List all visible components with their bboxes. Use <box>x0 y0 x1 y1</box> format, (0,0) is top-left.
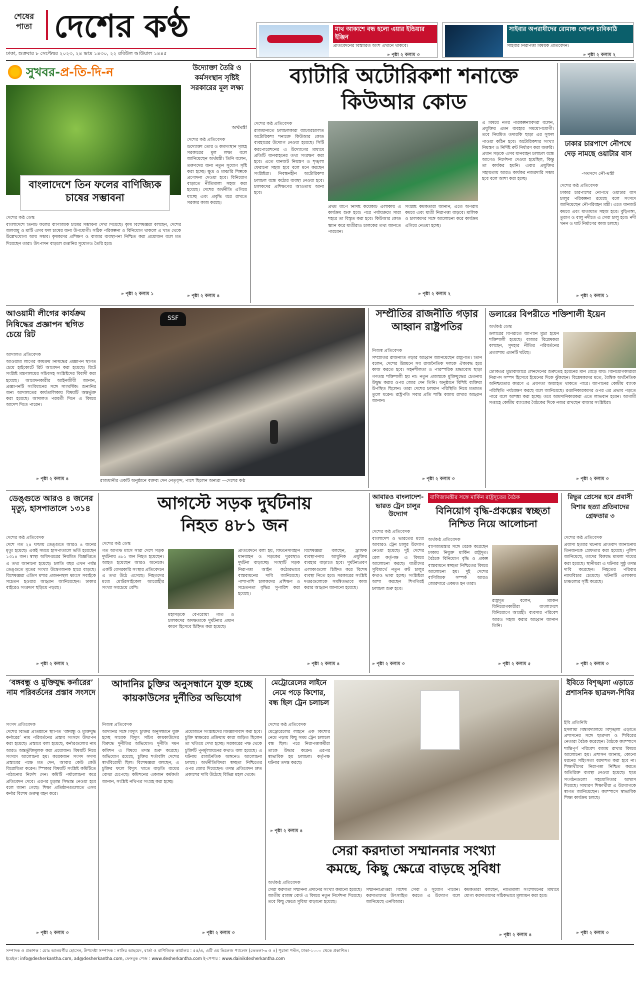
accident-body-col1: গত আগস্ট মাসে সারা দেশে সড়ক দুর্ঘটনায় ৪৮১ জন নিহত হয়েছেন। আহত হয়েছেন আরও অনেকে। একটি বেসরকারি সংস্থার প্রতিবেদনে এ তথ্য উঠে এসেছে। নিহতদের মধ্যে মোটরসাইকেল আরোহীর সংখ্যা সবচেয়ে বেশি। <box>102 549 164 592</box>
accident-headline-line1[interactable]: আগস্টে সড়ক দুর্ঘটনায় <box>157 494 312 514</box>
accident-story <box>102 493 367 671</box>
press-credit: দেশের কণ্ঠ প্রতিবেদক <box>564 536 603 541</box>
metro-more-link[interactable]: » পৃষ্ঠা ২ কলাম ৪ <box>270 829 303 834</box>
accident-more-link[interactable]: » পৃষ্ঠা ২ কলাম ৪ <box>307 662 340 667</box>
yen-headline[interactable]: ডলারের বিপরীতে শক্তিশালী ইয়েন <box>489 310 606 320</box>
taxpayer-body-col3: কর্মকর্তারা বলছেন, নীতিমালা সংশোধনের মাধ্যমে যোগ্য করদাতাদের সঠিকভাবে মূল্যায়ন করা হবে। <box>464 888 559 900</box>
yen-body-col2: টোকিওর মুদ্রাবাজারে লেনদেনের শুরুতেই ইয়েনের মান বেড়ে যায়। বিনিয়োগকারীরা নিরাপদ সম্পদ হিসেবে ইয়েনের দিকে ঝুঁকছেন। বিশ্লেষকদের মতে, বৈশ্বিক অর্থনৈতিক অনিশ্চয়তার কারণে এ প্রবণতা অব্যাহত থাকতে পারে। জাপানের কেন্দ্রীয় ব্যাংক পরিস্থিতি পর্যবেক্ষণ করছে বলে জানিয়েছে। রপ্তানিকারকদের ওপর এর প্রভাব পড়তে পারে বলে আশঙ্কা করা হচ্ছে। তবে আমদানিকারকরা এতে লাভবান হবেন। আগামী সপ্তাহে কেন্দ্রীয় ব্যাংকের বৈঠকের দিকে নজর রাখছেন বাজার সংশ্লিষ্টরা। <box>489 370 636 407</box>
taxpayer-headline-line2[interactable]: কমছে, কিছু ক্ষেত্রে বাড়ছে সুবিধা <box>326 861 501 877</box>
press-headline[interactable]: রিভুর প্রেসের হবে প্রবাসী বিশার হত্যা প্রতিবাদের গ্রেফতার ৩ <box>567 493 633 520</box>
waterbus-byline: -সংসদে নৌ-মন্ত্রী <box>581 171 615 177</box>
lead-body-col1: রাজধানীতে চলাচলকারী ব্যাটারিচালিত অটোরিকশা শনাক্তে কিউআর কোড ব্যবহারের উদ্যোগ নেওয়া হয়েছে। সিটি করপোরেশনের এ উদ্যোগের মাধ্যমে প্রতিটি যানবাহনের তথ্য সংরক্ষণ করা হবে। এতে যানজট নিয়ন্ত্রণ ও শৃঙ্খলা ফেরানো সহজ হবে বলে মনে করছেন সংশ্লিষ্টরা। নিবন্ধনহীন অটোরিকশা চলাচল বন্ধে কঠোর ব্যবস্থা নেওয়া হবে। চালকদের প্রশিক্ষণের আওতায় আনা হবে। <box>254 129 324 197</box>
dengue-headline[interactable]: ডেঙ্গুতে আরও ৪ জনের মৃত্যু, হাসপাতালে ১৩১৪ <box>8 493 94 513</box>
train-body: বাংলাদেশ ও ভারতের মধ্যে আবারও ট্রেন চালুর উদ্যোগ নেওয়া হয়েছে। দুই দেশের রেল কর্তৃপক্ষ এ বিষয়ে আলোচনা করছে। যাত্রীদের সুবিধার্থে নতুন রুট চালুর কথাও ভাবা হচ্ছে। সংশ্লিষ্টরা আশা করছেন শিগগিরই চলাচল শুরু হবে। <box>372 537 424 592</box>
president-credit: নিজস্ব প্রতিবেদক <box>372 349 403 354</box>
waterbus-body: ঢাকার চারপাশের নৌপথে ওয়াটার বাস চালুর পরিকল্পনা রয়েছে বলে সংসদে জানিয়েছেন নৌপরিবহন মন্ত্রী। এতে যানজট কমবে এবং যাতায়াত সহজ হবে। বুড়িগঙ্গা, তুরাগ ও বালু নদীতে এ সেবা চালু হবে। নদী খনন ও ঘাট নির্মাণের কাজ চলছে। <box>560 191 636 228</box>
adani-more-link[interactable]: » পৃষ্ঠা ২ কলাম ৩ <box>202 931 235 936</box>
waterbus-headline[interactable]: ঢাকার চারপাশে নৌপথে দেড় নামছে ওয়াটার বাস <box>564 139 632 158</box>
sukhbar-more-link[interactable]: » পৃষ্ঠা ২ কলাম ১ <box>121 292 154 297</box>
teaser-more-link[interactable]: » পৃষ্ঠা ২ কলাম ২ <box>583 53 616 58</box>
lead-credit: দেশের কণ্ঠ প্রতিবেদক <box>254 122 293 127</box>
camp-body: ইসলামী বিশ্ববিদ্যালয়ে বিশৃঙ্খলা এড়াতে প্রশাসনের সঙ্গে ছাত্রদল ও শিবিরের নেতারা বৈঠক করেছেন। বৈঠকে ক্যাম্পাসে শান্তিপূর্ণ পরিবেশ বজায় রাখার বিষয়ে আলোচনা হয়। প্রশাসন জানায়, কোনো ধরনের সহিংসতা বরদাশত করা হবে না। শিক্ষার্থীদের নিরাপত্তা নিশ্চিত করতে অতিরিক্ত ব্যবস্থা নেওয়া হয়েছে। ছাত্র সংগঠনগুলো সহযোগিতার আশ্বাস দিয়েছে। সাধারণ শিক্ষার্থীরা এ উদ্যোগকে স্বাগত জানিয়েছেন। ক্যাম্পাসে স্বাভাবিক শিক্ষা কার্যক্রম চলছে। <box>564 728 636 802</box>
metro-headline[interactable]: মেট্রোরেলের লাইনে নেমে পড়ে কিশোর, বন্ধ ছিল ট্রেন চলাচল <box>268 678 330 707</box>
top-teaser-airindia[interactable]: মাথ আকাশে বন্ধ হলো এয়ার ইন্ডিয়ার ইঞ্জিন প্রতিবেদনের বিস্তারিত অংশ এখানে থাকবে। » পৃষ্ঠা ২ কলাম ৩ <box>256 22 438 58</box>
president-story <box>372 308 482 486</box>
teaser-headline: মাথ আকাশে বন্ধ হলো এয়ার ইন্ডিয়ার ইঞ্জিন <box>333 25 437 43</box>
taxpayer-body-col2: সম্মাননাপ্রাপ্তরা বিশেষ সেবা ও সুযোগ পাবেন। করদাতাদের উৎসাহিত করতে এ উদ্যোগ বলে জানিয়েছে এনবিআর। <box>366 888 460 906</box>
metro-body: মেট্রোরেলের লাইনে এক কিশোর নেমে পড়ায় কিছু সময় ট্রেন চলাচল বন্ধ ছিল। পরে নিরাপত্তাকর্মীরা তাকে উদ্ধার করেন। এরপর স্বাভাবিক হয় চলাচল। কর্তৃপক্ষ ঘটনার তদন্ত করছে। <box>268 730 330 767</box>
assembly-credit: সংসদ প্রতিবেদক <box>6 723 36 728</box>
trade-headline[interactable]: বিনিয়োগ বৃদ্ধি-প্রকল্পের স্বচ্ছতা নিশ্চিত নিয়ে আলোচনা <box>435 506 551 530</box>
train-headline[interactable]: আবারও বাংলাদেশ-ভারত ট্রেন চালুর উদ্যোগ <box>372 493 424 518</box>
waterbus-credit: দেশের কণ্ঠ প্রতিবেদক <box>560 184 599 189</box>
press-body: প্রবাসী হত্যার ঘটনায় প্রতিবাদ জানানোয় তিনজনকে গ্রেফতার করা হয়েছে। পুলিশ জানিয়েছে, তাদের বিরুদ্ধে মামলা দায়ের করা হয়েছে। স্থানীয়রা এ ঘটনার সুষ্ঠু তদন্ত দাবি করেছেন। নিহতের পরিবার ন্যায়বিচার চেয়েছে। ঘটনাটি এলাকায় চাঞ্চল্যের সৃষ্টি করেছে। <box>564 543 636 586</box>
quote-credit: দেশের কণ্ঠ প্রতিবেদক <box>187 138 226 143</box>
quote-more-link[interactable]: » পৃষ্ঠা ২ কলাম ৪ <box>187 294 220 299</box>
yen-story <box>489 308 636 486</box>
top-teaser-cyber[interactable]: সাইবার অপরাধীদের রোমাঞ্চ গোপন চাবিকাঠি সাইবার নিরাপত্তা বিষয়ক প্রতিবেদন। » পৃষ্ঠা ২ কলাম ২ <box>442 22 634 58</box>
camp-headline[interactable]: ইবিতে বিশৃঙ্খলা এড়াতে প্রশাসনিক ছাত্রদল-শিবির <box>565 678 635 697</box>
waterbus-photo <box>560 63 636 135</box>
yen-more-link[interactable]: » পৃষ্ঠা ২ কলাম ৩ <box>576 477 609 482</box>
assembly-body: দেশের বিভিন্ন প্রতিষ্ঠানে স্থাপিত ‘বঙ্গবন্ধু ও মুক্তিযুদ্ধ কর্নারের’ নাম পরিবর্তনের প্রস্তাব সংসদে উত্থাপন করা হয়েছে। প্রস্তাবে বলা হয়েছে, কর্নারগুলোর নাম আরও অন্তর্ভুক্তিমূলক করা প্রয়োজন। বিষয়টি নিয়ে সংসদে আলোচনা হয়। কয়েকজন সংসদ সদস্য প্রস্তাবের পক্ষে মত দেন, আবার কেউ কেউ বিরোধিতা করেন। স্পিকার বিষয়টি সংশ্লিষ্ট কমিটিতে পাঠানোর নির্দেশ দেন। কমিটি পর্যালোচনা করে প্রতিবেদন দেবে। এরপর চূড়ান্ত সিদ্ধান্ত নেওয়া হবে বলে জানা গেছে। শিক্ষা প্রতিষ্ঠানগুলোতে এসব কর্নার বিশেষ গুরুত্ব বহন করে। <box>6 730 96 798</box>
trade-meeting-photo <box>492 545 558 595</box>
quote-headline[interactable]: উদ্যোক্তা তৈরি ও কর্মসংস্থান সৃষ্টিই সরকারের মূল লক্ষ্য <box>190 63 244 92</box>
lead-headline-line2[interactable]: কিউআর কোড <box>341 89 467 114</box>
sukhbar-credit: দেশের কণ্ঠ ডেস্ক <box>6 216 35 221</box>
taxpayer-body-col1: সেরা করদাতা সম্মাননা প্রদানের সংখ্যা কমানো হয়েছে। জাতীয় রাজস্ব বোর্ড এ বিষয়ে নতুন নির্দেশনা দিয়েছে। তবে কিছু ক্ষেত্রে সুবিধা বাড়ানো হয়েছে। <box>268 888 362 906</box>
dengue-credit: দেশের কণ্ঠ প্রতিবেদক <box>6 536 45 541</box>
lead-body-col3: সংশ্লিষ্ট কর্মকর্তারা জানান, এতে অপরাধ কমবে এবং যাত্রী নিরাপত্তা বাড়বে। মালিক ও চালকদের সঙ্গে আলোচনা করে কার্যক্রম এগিয়ে নেওয়া হচ্ছে। <box>405 205 478 229</box>
president-more-link[interactable]: » পৃষ্ঠা ২ কলাম ৩ <box>422 477 455 482</box>
awami-credit: আদালত প্রতিবেদক <box>6 353 41 358</box>
sukhbar-title-part2: প্র-তি-দি-ন <box>60 65 114 79</box>
awami-headline[interactable]: আওয়ামী লীগের কার্যক্রম নিষিদ্ধের প্রজ্ঞাপন স্থগিত চেয়ে রিট <box>6 308 86 339</box>
dhaka-waterbus-story <box>560 63 636 303</box>
taxpayer-headline-line1[interactable]: সেরা করদাতা সম্মাননার সংখ্যা <box>331 843 496 859</box>
yen-body-col1: ডলারের বিপরীতে জাপানি মুদ্রা ইয়েন শক্তিশালী হয়েছে। বাজার বিশ্লেষকরা বলছেন, সুদহার নীতির পরিবর্তনের প্রত্যাশায় এমনটি ঘটছে। <box>489 332 559 356</box>
trade-body-col1: বাণিজ্যমন্ত্রীর সঙ্গে বৈঠক করেছেন ঢাকায় নিযুক্ত মার্কিন রাষ্ট্রদূত। বৈঠকে বিনিয়োগ বৃদ্ধি ও প্রকল্প বাস্তবায়নে স্বচ্ছতা নিশ্চিতের বিষয়ে আলোচনা হয়। দুই দেশের বাণিজ্যিক সম্পর্ক আরও জোরদারে একমত হন তারা। <box>428 545 488 588</box>
section-tag <box>6 12 42 36</box>
train-story <box>372 493 424 671</box>
sukhbar-title-part1: সুখবর- <box>26 65 61 79</box>
photo-caption: রাজধানীর একটি অনুষ্ঠানে বক্তব্য দেন নেতৃবৃন্দ, পাশে ছিলেন অন্যরা —দেশের কণ্ঠ <box>100 479 246 484</box>
sukhbar-title <box>26 63 176 81</box>
awami-body: আওয়ামী লীগের কার্যক্রম নিষিদ্ধের প্রজ্ঞাপন স্থগিত চেয়ে হাইকোর্টে রিট আবেদন করা হয়েছে। রিটে সংশ্লিষ্ট মন্ত্রণালয়ের সচিবসহ সংশ্লিষ্টদের বিবাদী করা হয়েছে। আবেদনকারীর আইনজীবী জানান, প্রজ্ঞাপনটি সংবিধানের সঙ্গে সাংঘর্ষিক। শুনানির জন্য আদালতের কার্যতালিকায় বিষয়টি অন্তর্ভুক্ত করা হয়েছে। আদালত পরবর্তী দিনে এ বিষয়ে আদেশ দিতে পারেন। <box>6 360 96 409</box>
trade-body-col2: রাষ্ট্রদূত বলেন, মার্কিন বিনিয়োগকারীরা বাংলাদেশে বিনিয়োগে আগ্রহী। ব্যবসার পরিবেশ আরও সহজ করার আহ্বান জানান তিনি। <box>492 599 558 629</box>
assembly-more-link[interactable]: » পৃষ্ঠা ২ কলাম ৩ <box>36 931 69 936</box>
assembly-headline[interactable]: ‘বঙ্গবন্ধু ও মুক্তিযুদ্ধ কর্নারের’ নাম পরিবর্তনের প্রস্তাব সংসদে <box>6 678 96 697</box>
accident-credit: দেশের কণ্ঠ ডেস্ক <box>102 542 131 547</box>
lead-headline-line1[interactable]: ব্যাটারি অটোরিকশা শনাক্তে <box>289 63 519 88</box>
president-headline[interactable]: সম্প্রীতির রাজনীতি গড়ার আহ্বান রাষ্ট্রপতির <box>375 309 479 333</box>
camp-more-link[interactable]: » পৃষ্ঠা ২ কলাম ৩ <box>576 931 609 936</box>
waterbus-more-link[interactable]: » পৃষ্ঠা ২ কলাম ১ <box>576 294 609 299</box>
awami-story <box>6 308 96 486</box>
assembly-story <box>6 678 96 940</box>
dengue-body: দেশে গত ২৪ ঘণ্টায় ডেঙ্গুতে আরও ৪ জনের মৃত্যু হয়েছে। একই সময়ে হাসপাতালে ভর্তি হয়েছেন ১৩১৪ জন। স্বাস্থ্য অধিদপ্তরের নিয়মিত বিজ্ঞপ্তিতে এ তথ্য জানানো হয়েছে। চলতি বছর এখন পর্যন্ত ডেঙ্গুতে মৃতের সংখ্যা উদ্বেগজনক হারে বাড়ছে। বিশেষজ্ঞরা এডিস মশার প্রজননস্থল ধ্বংসে সবাইকে সচেতন হওয়ার আহ্বান জানিয়েছেন। ঢাকার বাইরেও সংক্রমণ ছড়িয়ে পড়ছে। <box>6 543 96 592</box>
dengue-more-link[interactable]: » পৃষ্ঠা ২ কলাম ২ <box>36 662 69 667</box>
train-credit: দেশের কণ্ঠ প্রতিবেদক <box>372 530 411 535</box>
quote-body: উদ্যোক্তা তৈরি ও কর্মসংস্থান সৃষ্টিই সরকারের মূল লক্ষ্য বলে জানিয়েছেন অর্থমন্ত্রী। তিনি বলেন, তরুণদের জন্য নতুন সুযোগ সৃষ্টি করা হচ্ছে। ক্ষুদ্র ও মাঝারি শিল্পকে প্রণোদনা দেওয়া হবে। বিনিয়োগ বাড়াতে নীতিমালা সহজ করা হয়েছে। দেশের অর্থনীতি এগিয়ে যাচ্ছে এবং প্রবৃদ্ধি ধরে রাখতে সরকার কাজ করছে। <box>187 145 247 206</box>
teaser-more-link[interactable]: » পৃষ্ঠা ২ কলাম ৩ <box>387 53 420 58</box>
yen-currency-photo <box>563 332 636 368</box>
yen-credit: অর্থকণ্ঠ ডেস্ক <box>489 325 512 330</box>
main-event-photo <box>100 308 365 476</box>
adani-headline[interactable]: আদানির চুক্তির অনুসন্ধানে যুক্ত হচ্ছে কায়কাউসের দুর্নীতির অভিযোগ <box>111 679 253 704</box>
lead-more-link[interactable]: » পৃষ্ঠা ২ কলাম ২ <box>418 292 451 297</box>
footer-imprint <box>6 947 634 977</box>
teaser-headline: সাইবার অপরাধীদের রোমাঞ্চ গোপন চাবিকাঠি <box>507 25 633 43</box>
dengue-story <box>6 493 96 671</box>
autorickshaw-photo <box>328 121 478 201</box>
trade-story <box>428 493 558 671</box>
quote-byline: অর্থমন্ত্রী <box>231 125 247 131</box>
taxpayer-credit: অর্থকণ্ঠ প্রতিবেদক <box>268 881 301 886</box>
taxpayer-more-link[interactable]: » পৃষ্ঠা ২ কলাম ৪ <box>499 933 532 938</box>
adani-credit: নিজস্ব প্রতিবেদক <box>102 723 133 728</box>
masthead-logo[interactable]: দেশের কণ্ঠ <box>54 7 189 45</box>
microphone-icon <box>270 420 278 444</box>
lead-body-col4: এ বিষয়ে নগর পরিকল্পনাবিদরা বলেন, প্রযুক্তির এমন ব্যবহার সময়োপযোগী। তবে নিয়মিত তদারকি ছাড়া এর সুফল পাওয়া কঠিন হবে। অটোরিকশার সংখ্যা নিয়ন্ত্রণ ও নির্দিষ্ট রুট নির্ধারণ করা জরুরি। প্রধান সড়কে এসব যানবাহন চলাচল বন্ধে আগেও নির্দেশনা দেওয়া হয়েছিল, কিন্তু তা কার্যকর হয়নি। এবার প্রযুক্তির সহায়তায় আরও কার্যকর নজরদারি সম্ভব হবে বলে আশা করা হচ্ছে। <box>482 121 554 182</box>
footer-line1: সম্পাদক ও প্রকাশক : মোঃ আলমগীর হোসেন, উপদেষ্টা সম্পাদক : নাসির আহমেদ, বার্তা ও বাণিজ্যিক কার্যালয় : ৫৫/এ, এটি এম ভিলেজ প্যালেস (তেতলা-৩ ও ৪) পুরানা পল্টন, ঢাকা-১০০০ থেকে প্রকাশিত। <box>6 948 349 953</box>
sukhbar-body: বাংলাদেশে তিনটি ফলের বাণিজ্যিক চাষের সম্ভাবনা দেখা দিয়েছে। কৃষি বিশেষজ্ঞরা বলছেন, দেশের জলবায়ু ও মাটি এসব ফল চাষের জন্য উপযোগী। সঠিক পরিকল্পনা ও বিনিয়োগ থাকলে এ খাত থেকে উল্লেখযোগ্য আয় সম্ভব। কৃষকদের প্রশিক্ষণ ও বাজার ব্যবস্থাপনা নিশ্চিত করা প্রয়োজন বলে মত দিয়েছেন তারা। উৎপাদন বাড়লে রপ্তানির সুযোগও তৈরি হবে। <box>6 223 181 247</box>
ssf-cap-icon: SSF <box>160 312 186 326</box>
accident-body-col4: বিশেষজ্ঞরা বলছেন, ট্রাফিক ব্যবস্থাপনায় আধুনিক প্রযুক্তির ব্যবহার বাড়াতে হবে। দুর্ঘটনাপ্রবণ এলাকাগুলো চিহ্নিত করে বিশেষ ব্যবস্থা নিতে হবে। সরকারের সংশ্লিষ্ট দপ্তরগুলোকে সমন্বিতভাবে কাজ করার আহ্বান জানানো হয়েছে। <box>304 549 367 592</box>
lead-story <box>254 63 554 303</box>
banner-stand-icon <box>420 690 460 750</box>
accident-body-col3: প্রতিবেদনে বলা হয়, ফিটনেসবিহীন যানবাহন ও সড়কের দুরবস্থাও দুর্ঘটনা বাড়াচ্ছে। সংস্থাটি সড়ক নিরাপত্তা আইন কঠোরভাবে বাস্তবায়নের দাবি জানিয়েছে। পাশাপাশি চালকদের প্রশিক্ষণ ও সচেতনতা বৃদ্ধির সুপারিশ করা হয়েছে। <box>238 549 300 598</box>
trade-credit: অর্থকণ্ঠ প্রতিবেদক <box>428 538 461 543</box>
airplane-icon <box>267 35 323 43</box>
accident-body-col2: মহাসড়কে বেপরোয়া গতি ও চালকদের অদক্ষতাকে দুর্ঘটনার প্রধান কারণ হিসেবে চিহ্নিত করা হয়েছে। <box>168 613 234 631</box>
adani-body-col1: আদানির সঙ্গে বিদ্যুৎ চুক্তির অনুসন্ধানে যুক্ত হচ্ছে সাবেক বিদ্যুৎ সচিব কায়কাউসের বিরুদ্ধে দুর্নীতির অভিযোগ। দুর্নীতি দমন কমিশন এ বিষয়ে তদন্ত শুরু করেছে। অভিযোগ রয়েছে, চুক্তির শর্তাবলি দেশের স্বার্থবিরোধী ছিল। বিশেষজ্ঞরা বলছেন, এ চুক্তির ফলে বিদ্যুৎ খাতে বাড়তি ব্যয়ের বোঝা চেপেছে। কমিশনের একজন কর্মকর্তা জানান, সংশ্লিষ্ট নথিপত্র সংগ্রহ করা হচ্ছে। <box>102 730 179 785</box>
section-tag-line1: শেষের <box>13 12 34 21</box>
taxpayer-story <box>268 842 559 940</box>
trade-more-link[interactable]: » পৃষ্ঠা ২ কলাম ৫ <box>498 662 531 667</box>
trade-strap: বাণিজ্যমন্ত্রীর সঙ্গে মার্কিন রাষ্ট্রদূতের বৈঠক <box>428 493 558 503</box>
metro-credit: দেশের কণ্ঠ প্রতিবেদক <box>268 723 307 728</box>
masthead <box>6 4 246 48</box>
train-more-link[interactable]: » পৃষ্ঠা ২ কলাম ৩ <box>372 662 405 667</box>
metro-story <box>268 678 330 838</box>
masthead-dateline: ঢাকা, শুক্রবার ৮ সেপ্টেম্বর ২০২৩, ২৪ ভাদ্র ১৪৩০, ২২ রবিউল আউয়াল ১৪৪৫ <box>6 48 256 58</box>
press-story <box>564 493 636 671</box>
accident-photo <box>168 549 234 609</box>
camp-credit: ইবি প্রতিনিধি <box>564 721 588 726</box>
camp-story <box>564 678 636 940</box>
section-tag-line2: পাতা <box>15 22 33 31</box>
sun-icon <box>8 65 22 79</box>
accident-headline-line2[interactable]: নিহত ৪৮১ জন <box>181 516 288 536</box>
sukhbar-section <box>6 63 181 303</box>
awami-more-link[interactable]: » পৃষ্ঠা ২ কলাম ৪ <box>36 477 69 482</box>
adani-story <box>102 678 262 940</box>
cyber-photo <box>445 25 503 57</box>
footer-line2[interactable]: ইমেইল: info@desherkantha.com, ad@desherkantha.com, ফেসবুক পেজ : www.desherkantha.com ই-পেপার : www.dainikdesherkantha.com <box>6 956 285 961</box>
lead-body-col2: প্রথম ধাপে নির্দিষ্ট কয়েকটি এলাকায় এ কার্যক্রম শুরু হবে। পরে পর্যায়ক্রমে সারা শহরে তা বিস্তৃত করা হবে। কিউআর কোড স্ক্যান করে যাত্রীরাও চালকের তথ্য জানতে পারবেন। <box>328 205 401 235</box>
president-body: সম্প্রীতির রাজনীতি গড়ার আহ্বান জানিয়েছেন রাষ্ট্রপতি। তিনি বলেন, দেশের উন্নয়নে সব রাজনৈতিক দলকে ঐক্যবদ্ধ হয়ে কাজ করতে হবে। সহনশীলতা ও পারস্পরিক শ্রদ্ধাবোধ ছাড়া গণতন্ত্র শক্তিশালী হয় না। নতুন প্রজন্মকে মুক্তিযুদ্ধের চেতনায় উদ্বুদ্ধ করার ওপর জোর দেন তিনি। অনুষ্ঠানে বিশিষ্ট ব্যক্তিরা উপস্থিত ছিলেন। তারা দেশের চলমান পরিস্থিতি নিয়ে মতামত তুলে ধরেন। রাষ্ট্রপতি সবার প্রতি শান্তি বজায় রাখার আহ্বান জানান। <box>372 356 482 405</box>
adani-body-col2: প্রয়োজনে সংশ্লিষ্টদের জিজ্ঞাসাবাদ করা হবে। চুক্তি স্বাক্ষরের প্রক্রিয়ায় কারা জড়িত ছিলেন তা খতিয়ে দেখা হচ্ছে। সরকারের পক্ষ থেকে চুক্তিটি পুনর্মূল্যায়নের কথাও বলা হয়েছে। এ ঘটনায় রাজনৈতিক অঙ্গনেও আলোচনা চলছে। অর্থনীতিবিদরা স্বচ্ছতা নিশ্চিতের ওপর জোর দিয়েছেন। তদন্ত প্রতিবেদন দ্রুত প্রকাশের দাবি উঠেছে বিভিন্ন মহল থেকে। <box>185 730 262 779</box>
press-more-link[interactable]: » পৃষ্ঠা ২ কলাম ৩ <box>576 662 609 667</box>
quote-story <box>187 63 247 303</box>
sukhbar-headline[interactable]: বাংলাদেশে তিন ফলের বাণিজ্যিক চাষের সম্ভাবনা <box>20 175 170 211</box>
